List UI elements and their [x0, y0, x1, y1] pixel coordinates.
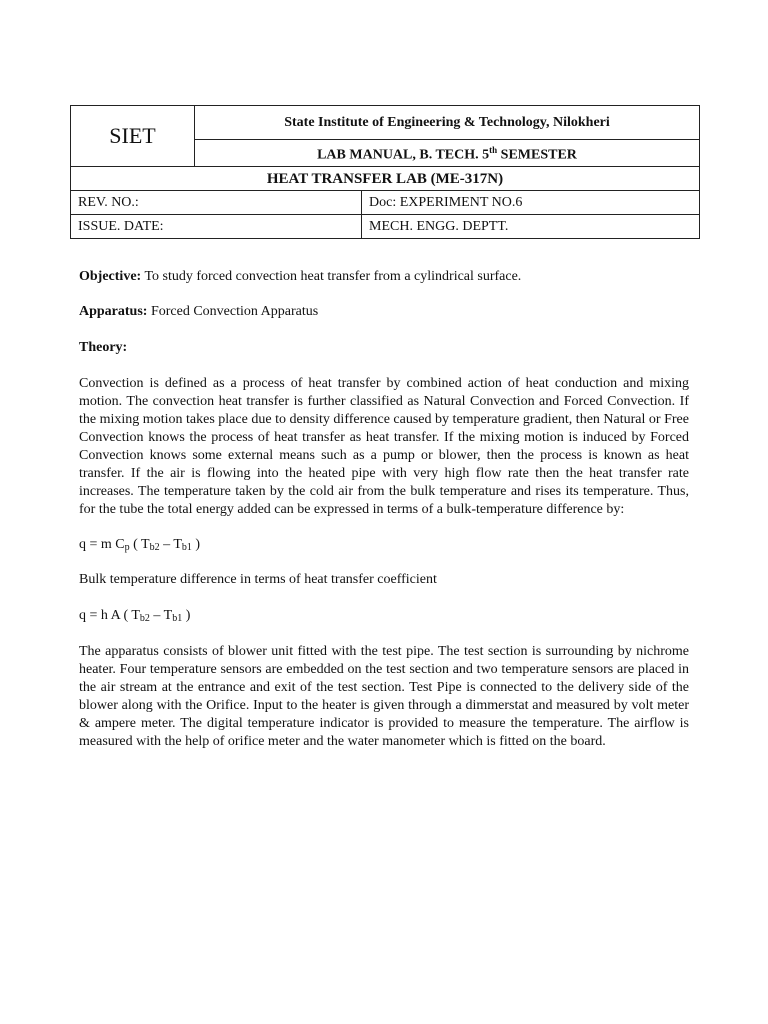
eq2-sub-b1: b1 [172, 613, 183, 624]
theory-heading [79, 339, 689, 357]
eq1-sub-b2: b2 [149, 542, 160, 553]
document-header-table [70, 105, 700, 239]
theory-label: Theory: [79, 340, 128, 355]
eq1-open: ( T [129, 537, 150, 552]
eq1-lhs: q = m C [79, 537, 125, 552]
apparatus-text: Forced Convection Apparatus [147, 304, 319, 319]
objective-line [79, 268, 689, 286]
institute-name: State Institute of Engineering & Technology, Nilokheri [195, 106, 700, 140]
apparatus-line [79, 303, 689, 321]
equation-coefficient [79, 607, 689, 625]
eq2-lhs: q = h A ( T [79, 608, 140, 623]
eq1-sub-b1: b1 [181, 542, 192, 553]
eq1-sub-p: p [124, 542, 130, 553]
objective-label: Objective: [79, 269, 142, 284]
equation-energy [79, 536, 689, 554]
siet-logo-text: SIET [71, 106, 195, 167]
eq1-close: ) [191, 537, 201, 552]
manual-prefix: LAB MANUAL, B. TECH. 5 [317, 147, 490, 163]
manual-sup: th [489, 145, 498, 156]
department: MECH. ENGG. DEPTT. [362, 215, 700, 239]
eq2-sub-b2: b2 [139, 613, 150, 624]
lab-title: HEAT TRANSFER LAB (ME-317N) [71, 167, 700, 191]
rev-no: REV. NO.: [71, 191, 362, 215]
bulk-temperature-line: Bulk temperature difference in terms of heat transfer coefficient [79, 572, 437, 587]
apparatus-label: Apparatus: [79, 304, 148, 319]
doc-experiment: Doc: EXPERIMENT NO.6 [362, 191, 700, 215]
manual-suffix: SEMESTER [497, 147, 577, 163]
document-body [79, 268, 689, 751]
eq2-minus: – T [149, 608, 173, 623]
eq2-close: ) [182, 608, 191, 623]
apparatus-description-paragraph: The apparatus consists of blower unit fitted with the test pipe. The test section is surrounding by nichrome heater. Four temperature sensors are embedded on the test section and two temperature sensors are placed in the air stream at the entrance and exit of the test section. Test Pipe is connected to the delivery side of the blower along with the Orifice. Input to the heater is given through a dimmerstat and measured by volt meter & ampere meter. The digital temperature indicator is provided to measure the temperature. The airflow is measured with the help of orifice meter and the water manometer which is fitted on the board. [79, 644, 689, 749]
objective-text: To study forced convection heat transfer from a cylindrical surface. [141, 269, 522, 284]
issue-date: ISSUE. DATE: [71, 215, 362, 239]
eq1-minus: – T [159, 537, 182, 552]
manual-semester [195, 140, 700, 167]
theory-paragraph-1: Convection is defined as a process of heat transfer by combined action of heat conduction and mixing motion. The convection heat transfer is further classified as Natural Convection and Forced Convection. If the mixing motion takes place due to density difference caused by temperature gradient, then Natural or Free Convection knows the process of heat transfer as heat transfer. If the mixing motion is induced by Forced Convection knows some external means such as a pump or blower, then the process is known as heat transfer. If the air is flowing into the heated pipe with very high flow rate then the heat transfer rate increases. The temperature taken by the cold air from the bulk temperature and rises its temperature. Thus, for the tube the total energy added can be expressed in terms of a bulk-temperature difference by: [79, 376, 689, 517]
